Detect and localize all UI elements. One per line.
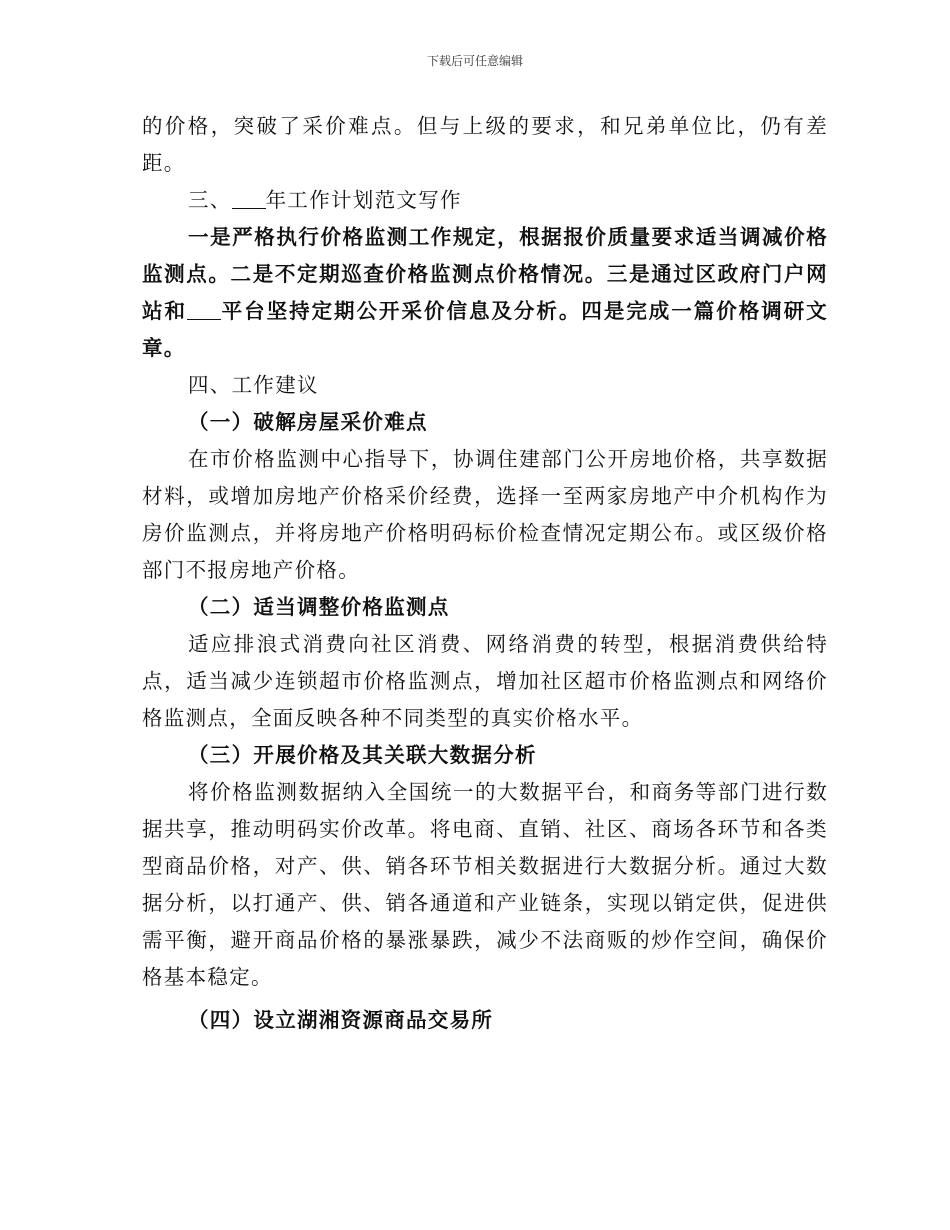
blank-underline xyxy=(232,184,266,209)
section-heading-3 xyxy=(142,182,828,219)
plan-text-part2: 平台坚持定期公开采价信息及分析。四是完成一篇价格调研文章。 xyxy=(142,299,828,360)
paragraph-housing: 在市价格监测中心指导下，协调住建部门公开房地价格，共享数据材料，或增加房地产价格采价经费，选择一至两家房地产中介机构作为房价监测点，并将房地产价格明码标价检查情况定期公布。或区级价格部门不报房地产价格。 xyxy=(142,447,828,582)
section-3-title: 年工作计划范文写作 xyxy=(265,188,462,212)
subheading-4: （四）设立湖湘资源商品交易所 xyxy=(188,1008,494,1032)
paragraph-continuation: 的价格，突破了采价难点。但与上级的要求，和兄弟单位比，仍有差距。 xyxy=(142,114,828,175)
section-heading-4: 四、工作建议 xyxy=(188,373,319,397)
paragraph-monitoring-points: 适应排浪式消费向社区消费、网络消费的转型，根据消费供给特点，适当减少连锁超市价格监测点，增加社区超市价格监测点和网络价格监测点，全面反映各种不同类型的真实价格水平。 xyxy=(142,632,828,730)
paragraph-plan xyxy=(142,219,828,367)
paragraph-big-data: 将价格监测数据纳入全国统一的大数据平台，和商务等部门进行数据共享，推动明码实价改革。将电商、直销、社区、商场各环节和各类型商品价格，对产、供、销各环节相关数据进行大数据分析。通过大数据分析，以打通产、供、销各通道和产业链条，实现以销定供，促进供需平衡，避开商品价格的暴涨暴跌，减少不法商贩的炒作空间，确保价格基本稳定。 xyxy=(142,780,828,989)
blank-underline xyxy=(187,295,221,320)
subheading-1: （一）破解房屋采价难点 xyxy=(188,410,428,434)
plan-text-part1: 一是严格执行价格监测工作规定，根据报价质量要求适当调减价格监测点。二是不定期巡查价格监测点价格情况。三是通过区政府门户网站和 xyxy=(142,225,828,323)
page-header: 下载后可任意编辑 xyxy=(426,54,523,68)
subheading-2: （二）适当调整价格监测点 xyxy=(188,595,450,619)
section-3-number: 三、 xyxy=(188,188,232,212)
document-body xyxy=(142,108,828,1039)
subheading-3: （三）开展价格及其关联大数据分析 xyxy=(188,743,537,767)
